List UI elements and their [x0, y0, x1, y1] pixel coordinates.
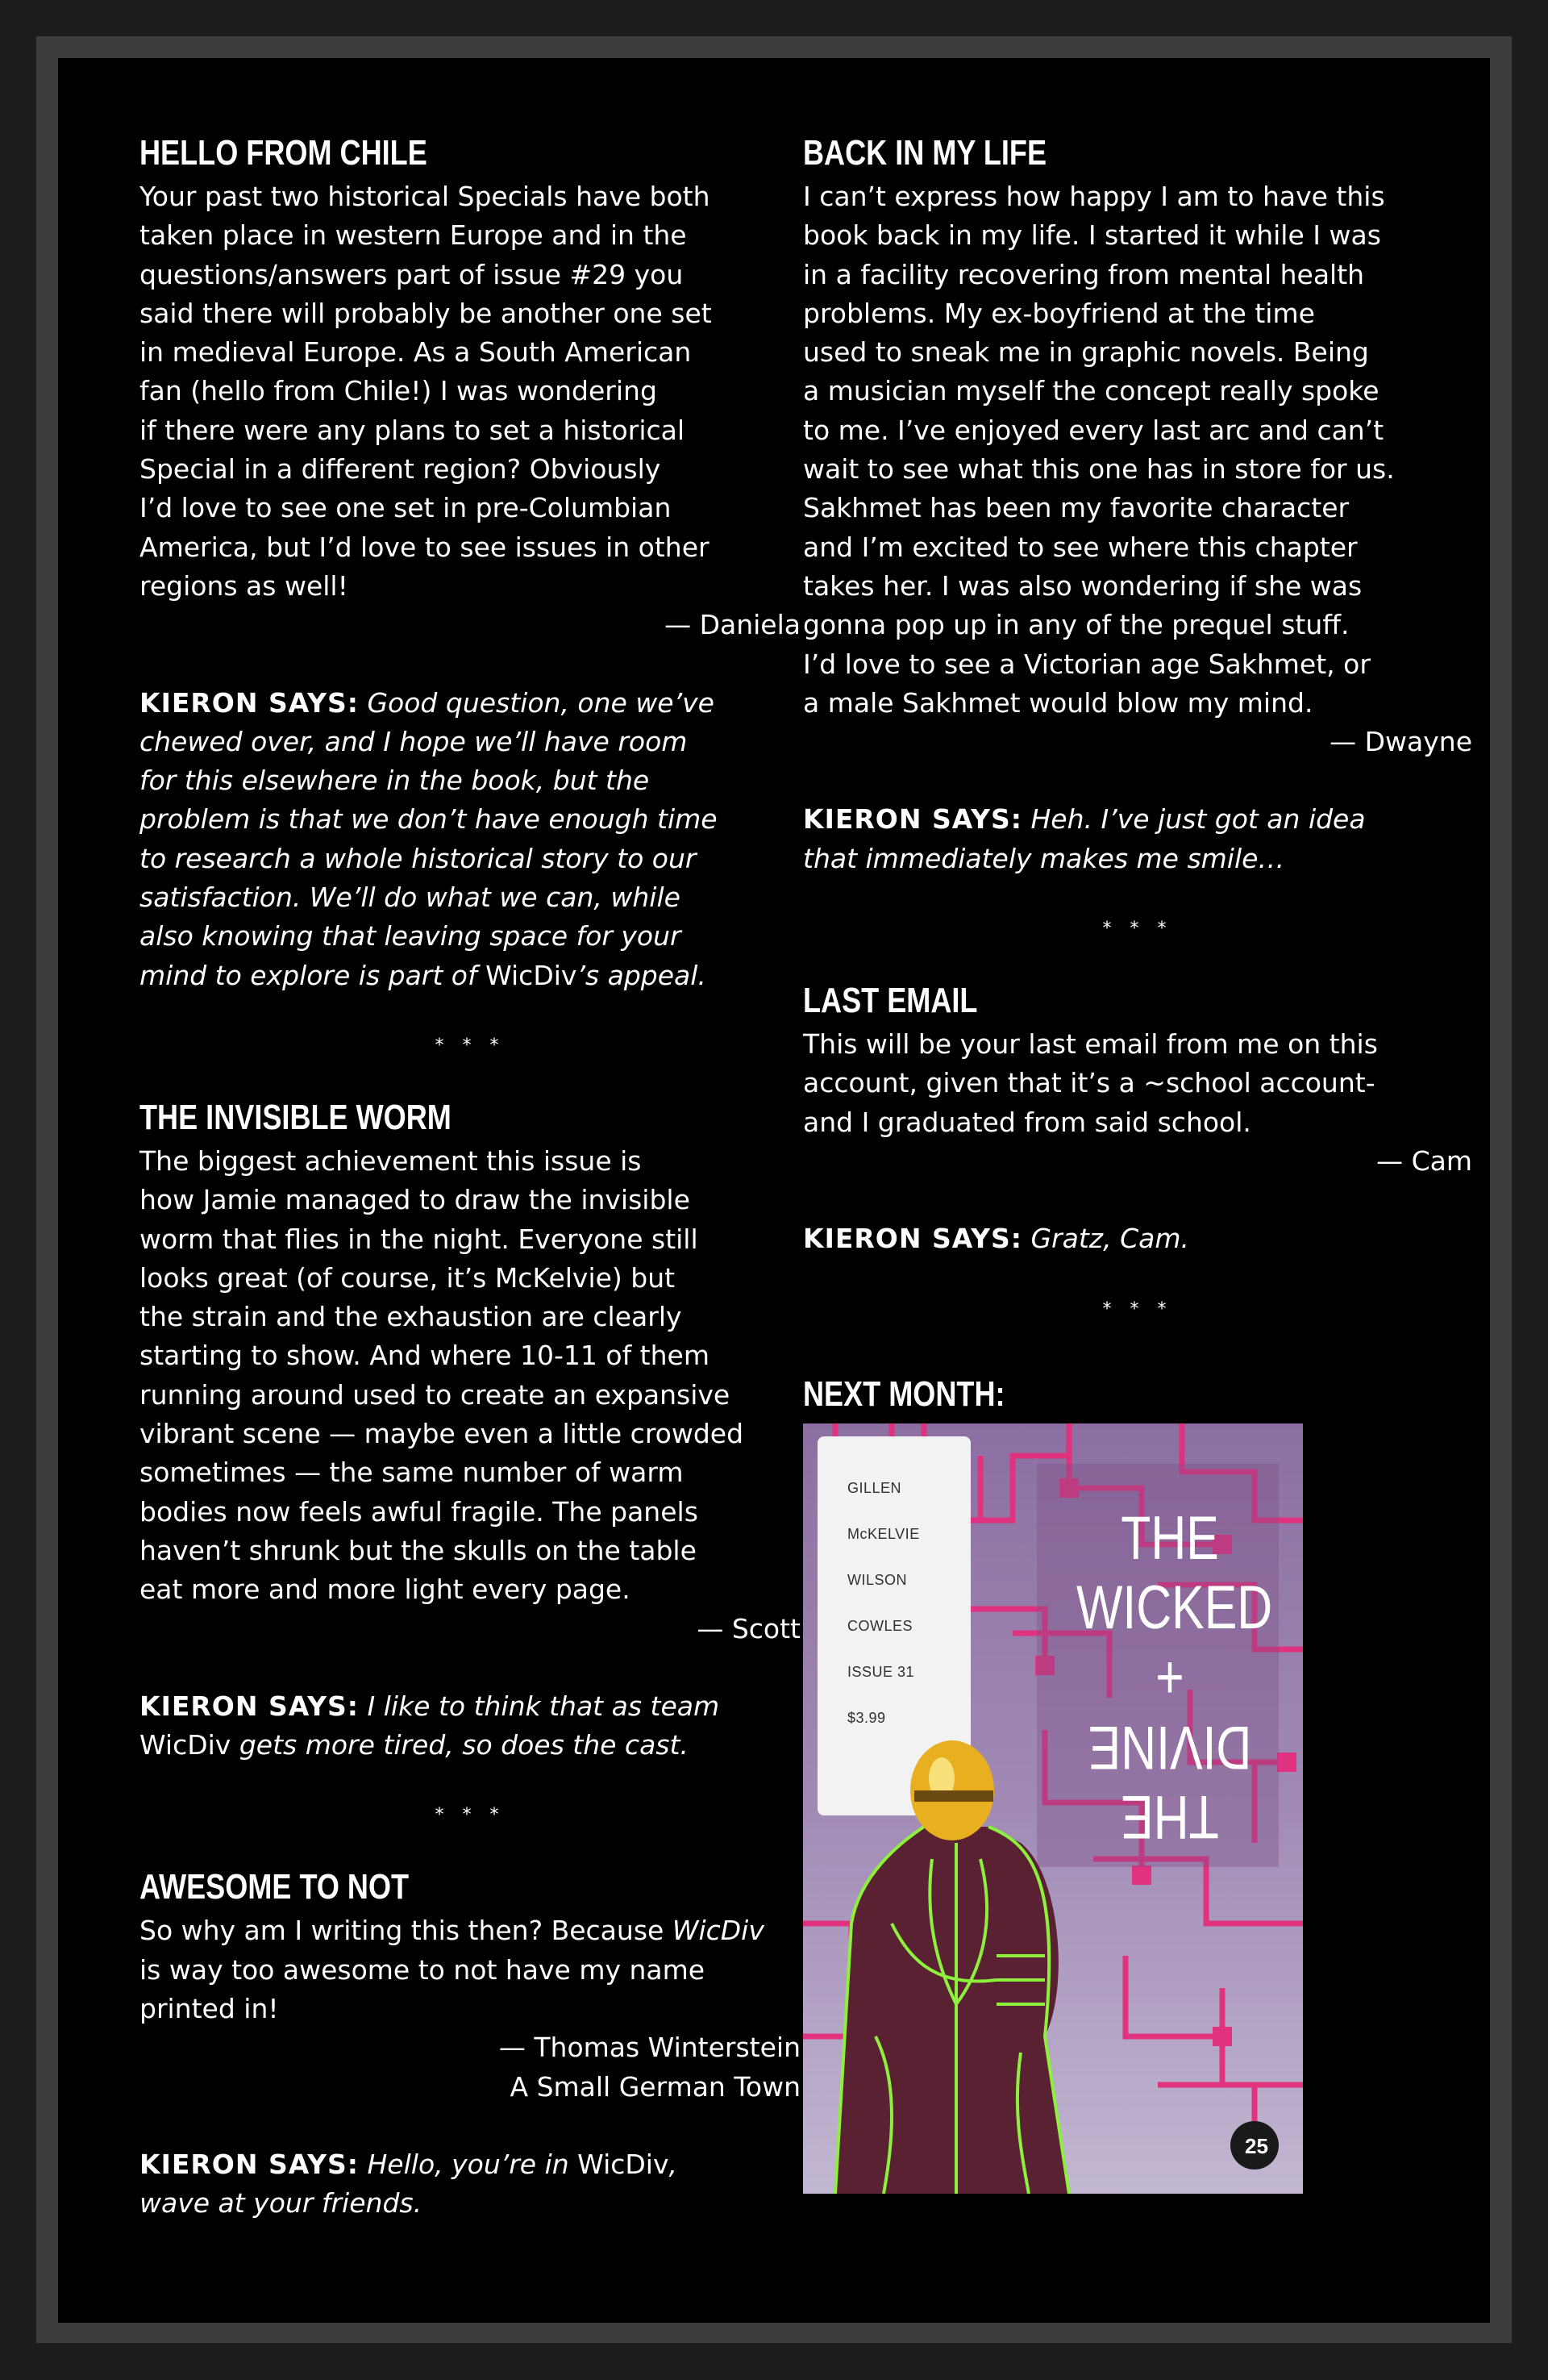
- body-line: questions/answers part of issue #29 you: [139, 258, 684, 290]
- letter-heading: AWESOME TO NOT: [139, 1867, 410, 1907]
- letter-heading: HELLO FROM CHILE: [139, 133, 427, 173]
- reply-line: for this elsewhere in the book, but the: [139, 765, 650, 797]
- title-mention: WicDiv: [485, 959, 577, 991]
- kieron-reply: [803, 800, 1472, 878]
- left-column: [139, 129, 801, 2223]
- body-line: I can’t express how happy I am to have this: [803, 181, 1385, 212]
- title-word: THE: [1121, 1503, 1219, 1573]
- right-column: [803, 129, 1472, 2194]
- letters-page: [58, 58, 1490, 2323]
- body-line: in medieval Europe. As a South American: [139, 336, 692, 369]
- next-month-heading: NEXT MONTH:: [803, 1373, 1005, 1414]
- letter-body: [139, 1911, 801, 2028]
- body-line: in a facility recovering from mental health: [803, 258, 1365, 290]
- issue-number: ISSUE 31: [847, 1663, 915, 1680]
- reply-line: Hello, you’re in: [367, 2148, 578, 2180]
- letter-signature: — Cam: [1376, 1144, 1472, 1177]
- letter-heading: LAST EMAIL: [803, 981, 978, 1021]
- body-line: starting to show. And where 10-11 of them: [139, 1340, 710, 1372]
- body-line: fan (hello from Chile!) I was wondering: [139, 375, 657, 407]
- body-line: Your past two historical Specials have both: [139, 181, 710, 212]
- body-line: worm that flies in the night. Everyone still: [139, 1223, 698, 1255]
- body-line: how Jamie managed to draw the invisible: [139, 1184, 690, 1216]
- body-line: book back in my life. I started it while I was: [803, 219, 1381, 252]
- body-line: This will be your last email from me on this: [803, 1028, 1378, 1061]
- reply-line: gets more tired, so does the cast.: [231, 1729, 689, 1761]
- title-inverted: [1076, 1712, 1263, 1851]
- reply-label: KIERON SAYS:: [803, 803, 1022, 836]
- letter-body: [803, 1025, 1472, 1142]
- section-separator: * * *: [435, 1035, 506, 1056]
- body-line: haven’t shrunk but the skulls on the table: [139, 1534, 697, 1566]
- section-separator: * * *: [1102, 1298, 1173, 1319]
- body-line: printed in!: [139, 1992, 279, 2024]
- letter-back-in-my-life: [803, 129, 1472, 878]
- body-line: used to sneak me in graphic novels. Being: [803, 336, 1369, 369]
- letter-body: [803, 177, 1472, 723]
- kieron-reply: [139, 2145, 801, 2224]
- body-line: taken place in western Europe and in the: [139, 219, 687, 252]
- body-line: regions as well!: [139, 569, 348, 602]
- letter-body: [139, 177, 801, 606]
- reply-line: ’s appeal.: [576, 959, 706, 991]
- credit-colorist: WILSON: [847, 1571, 908, 1588]
- title-word: THE: [1121, 1782, 1219, 1851]
- reply-line: ,: [668, 2148, 677, 2180]
- kieron-reply: [139, 684, 801, 995]
- body-line: The biggest achievement this issue is: [139, 1144, 642, 1177]
- reply-line: chewed over, and I hope we’ll have room: [139, 725, 688, 757]
- body-line: sometimes — the same number of warm: [139, 1457, 684, 1489]
- reply-line: that immediately makes me smile…: [803, 842, 1285, 874]
- body-line: said there will probably be another one set: [139, 297, 712, 329]
- reply-line: I like to think that as team: [367, 1690, 720, 1722]
- next-issue-cover: [803, 1423, 1303, 2194]
- title-mention: WicDiv: [577, 2148, 669, 2180]
- letter-signature: — Thomas Winterstein: [498, 2032, 801, 2064]
- helmet-visor: [914, 1790, 993, 1802]
- body-line: So why am I writing this then? Because: [139, 1915, 672, 1947]
- letter-invisible-worm: [139, 1094, 801, 1765]
- reply-label: KIERON SAYS:: [803, 1223, 1022, 1255]
- letter-signature: — Scott: [697, 1612, 801, 1644]
- letter-signature: — Daniela: [664, 609, 801, 641]
- body-line: running around used to create an expansive: [139, 1378, 730, 1411]
- reply-line: problem is that we don’t have enough time: [139, 803, 718, 836]
- credit-writer: GILLEN: [847, 1479, 902, 1496]
- body-line: if there were any plans to set a historical: [139, 414, 685, 446]
- body-line: a male Sakhmet would blow my mind.: [803, 686, 1313, 719]
- letter-signature-location: A Small German Town: [510, 2070, 801, 2103]
- body-line: eat more and more light every page.: [139, 1573, 630, 1606]
- title-mention: WicDiv: [139, 1729, 231, 1761]
- cover-credits: [847, 1465, 920, 1741]
- reply-line: wave at your friends.: [139, 2187, 422, 2220]
- body-line: bodies now feels awful fragile. The panels: [139, 1495, 698, 1528]
- body-line: and I’m excited to see where this chapter: [803, 531, 1358, 563]
- letter-heading: THE INVISIBLE WORM: [139, 1097, 452, 1137]
- section-separator: * * *: [435, 1805, 506, 1826]
- body-line: problems. My ex-boyfriend at the time: [803, 297, 1315, 329]
- title-word: +: [1155, 1642, 1184, 1711]
- body-line: gonna pop up in any of the prequel stuff.: [803, 609, 1350, 641]
- letter-body: [139, 1142, 801, 1610]
- letter-hello-from-chile: [139, 129, 801, 995]
- title-word: WICKED: [1076, 1573, 1273, 1642]
- letter-awesome-to-not: [139, 1863, 801, 2223]
- title-word: DIVINE: [1088, 1712, 1252, 1782]
- body-line: takes her. I was also wondering if she was: [803, 569, 1363, 602]
- reply-line: Gratz, Cam.: [1030, 1223, 1189, 1255]
- body-line: and I graduated from said school.: [803, 1106, 1251, 1138]
- letter-signature: — Dwayne: [1330, 726, 1472, 758]
- reply-label: KIERON SAYS:: [139, 1690, 359, 1722]
- body-line: account, given that it’s a ~school account-: [803, 1067, 1375, 1099]
- body-line: the strain and the exhaustion are clearly: [139, 1301, 682, 1333]
- section-separator: * * *: [1102, 919, 1173, 940]
- body-line: is way too awesome to not have my name: [139, 1953, 705, 1986]
- reply-line: also knowing that leaving space for your: [139, 920, 681, 952]
- kieron-reply: [139, 1687, 801, 1765]
- reply-label: KIERON SAYS:: [139, 2148, 359, 2180]
- title-mention: WicDiv: [672, 1915, 764, 1947]
- body-line: vibrant scene — maybe even a little crowded: [139, 1418, 744, 1450]
- next-month-section: [803, 1370, 1472, 2194]
- reply-line: Good question, one we’ve: [367, 686, 714, 719]
- body-line: wait to see what this one has in store for us.: [803, 453, 1395, 486]
- cover-price: $3.99: [847, 1709, 886, 1726]
- letter-last-email: [803, 977, 1472, 1258]
- reply-line: Heh. I’ve just got an idea: [1030, 803, 1366, 836]
- credit-artist: McKELVIE: [847, 1525, 920, 1542]
- body-line: I’d love to see one set in pre-Columbian: [139, 492, 672, 524]
- reply-line: mind to explore is part of: [139, 959, 486, 991]
- body-line: I’d love to see a Victorian age Sakhmet, or: [803, 648, 1371, 680]
- body-line: looks great (of course, it’s McKelvie) but: [139, 1261, 676, 1294]
- body-line: to me. I’ve enjoyed every last arc and can’t: [803, 414, 1384, 446]
- figure-body: [835, 1827, 1069, 2194]
- body-line: Sakhmet has been my favorite character: [803, 492, 1350, 524]
- body-line: a musician myself the concept really spoke: [803, 375, 1379, 407]
- kieron-reply: [803, 1219, 1472, 1258]
- body-line: America, but I’d love to see issues in other: [139, 531, 710, 563]
- cover-title: [1076, 1503, 1273, 1851]
- publisher-logo-mark: 25: [1245, 2133, 1268, 2158]
- reply-label: KIERON SAYS:: [139, 686, 359, 719]
- reply-line: satisfaction. We’ll do what we can, while: [139, 882, 680, 914]
- letter-heading: BACK IN MY LIFE: [803, 133, 1047, 173]
- credit-letterer: COWLES: [847, 1617, 913, 1634]
- body-line: Special in a different region? Obviously: [139, 453, 661, 486]
- reply-line: to research a whole historical story to our: [139, 842, 697, 874]
